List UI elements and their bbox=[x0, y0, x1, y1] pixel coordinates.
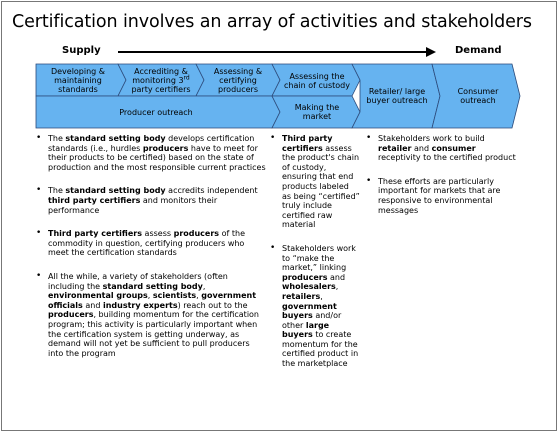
accrediting-label: Accrediting & monitoring 3rd party certifiers bbox=[131, 66, 191, 94]
bullet-accreditation: • The standard setting body accredits independent third party certifiers and monitors their performance bbox=[36, 186, 266, 215]
bullet-retailer-consumer: • Stakeholders work to build retailer and consumer receptivity to the certified product bbox=[366, 134, 516, 163]
bullet-third-party-assessment: • Third party certifiers assess producers of the commodity in question, certifying producers who meet the certification standards bbox=[36, 229, 266, 258]
assessing-custody-label: Assessing the chain of custody bbox=[284, 72, 350, 90]
bullet-environmental-markets: • These efforts are particularly important for markets that are responsive to environmental messages bbox=[366, 177, 516, 215]
slide-title: Certification involves an array of activities and stakeholders bbox=[12, 12, 532, 32]
retailer-outreach-label: Retailer/ large buyer outreach bbox=[366, 87, 428, 105]
consumer-outreach-label: Consumer outreach bbox=[457, 87, 499, 105]
market-bullets-column bbox=[270, 134, 360, 383]
making-market-label: Making the market bbox=[294, 103, 340, 121]
bullet-producer-outreach: • All the while, a variety of stakeholders (often including the standard setting body, environmental groups, scientists, government officials and industry experts) reach out to the producers, building momentum for the certification program; this activity is particularly important when the certification system is getting underway, as demand will not yet be sufficient to pull producers into the program bbox=[36, 272, 266, 358]
assessing-certifying-label: Assessing & certifying producers bbox=[213, 66, 263, 94]
supply-bullets-column bbox=[36, 134, 266, 372]
bullet-standard-setting: • The standard setting body develops certification standards (i.e., hurdles producers have to meet for their products to be certified) based on the state of production and the most responsible current practices bbox=[36, 134, 266, 172]
bullet-make-the-market: • Stakeholders work to “make the market,” linking producers and wholesalers, retailers, government buyers and/or other large buyers to create momentum for the certified product in the marketplace bbox=[270, 244, 360, 369]
demand-label: Demand bbox=[455, 45, 502, 56]
supply-label: Supply bbox=[62, 45, 101, 56]
bullet-chain-of-custody: • Third party certifiers assess the product's chain of custody, ensuring that end products labeled as being “certified” truly include certified raw material bbox=[270, 134, 360, 230]
producer-outreach-label: Producer outreach bbox=[119, 107, 193, 117]
developing-label: Developing & maintaining standards bbox=[50, 66, 106, 94]
demand-bullets-column bbox=[366, 134, 516, 229]
